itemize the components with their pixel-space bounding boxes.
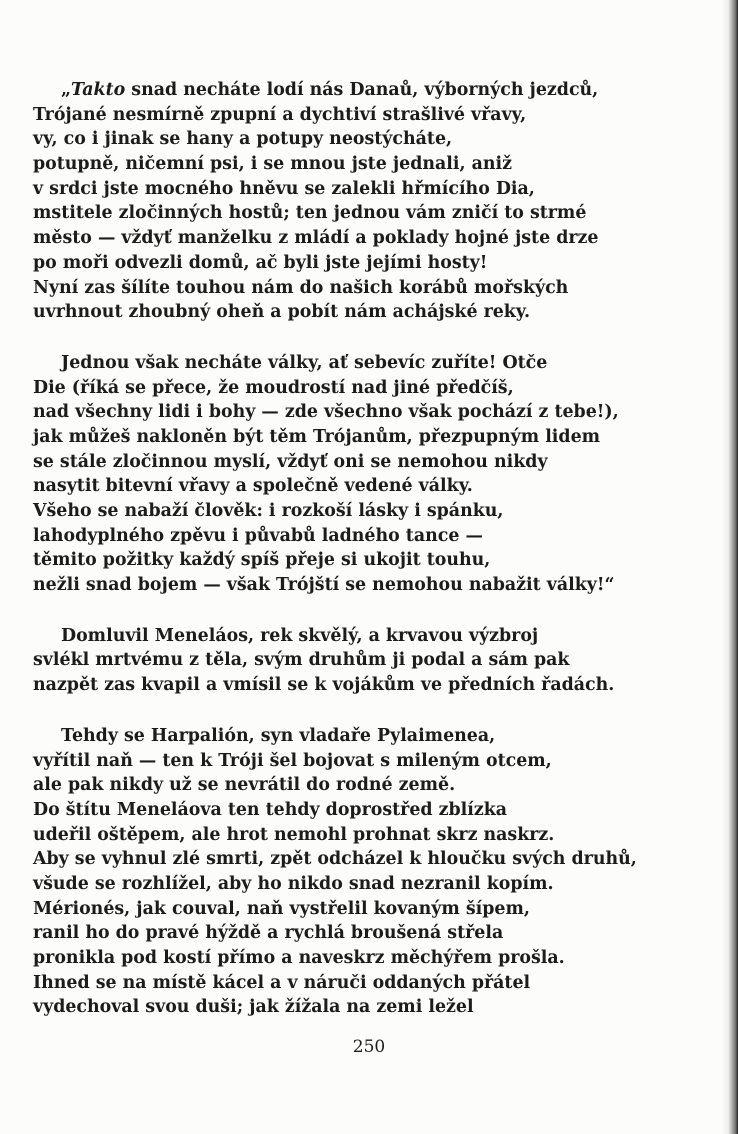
- verse-line: ranil ho do pravé hýždě a rychlá broušená střela: [33, 923, 504, 944]
- verse-line: pronikla pod kostí přímo a naveskrz měchýřem prošla.: [33, 948, 565, 968]
- verse-line: mstitele zločinných hostů; ten jednou vám zničí to strmé: [33, 203, 587, 224]
- verse-line: Ihned se na místě kácel a v náruči oddaných přátel: [33, 972, 531, 993]
- verse-line: nasytit bitevní vřavy a společně vedené války.: [33, 476, 473, 497]
- poem-text: [33, 78, 713, 1046]
- stanza: [33, 624, 713, 698]
- verse-line: jak můžeš nakloněn být těm Trójanům, přezpupným lidem: [33, 426, 601, 447]
- stanza: [33, 351, 713, 598]
- verse-line: po moři odvezli domů, ač byli jste jejími hosty!: [33, 252, 488, 273]
- page-number: 250: [352, 1037, 386, 1057]
- verse-line: všude se rozhlížel, aby ho nikdo snad nezranil kopím.: [33, 873, 554, 894]
- verse-line: vyřítil naň — ten k Tróji šel bojovat s mileným otcem,: [33, 750, 552, 771]
- verse-line: Domluvil Meneláos, rek skvělý, a krvavou výzbroj: [61, 625, 539, 646]
- verse-line: Všeho se nabaží člověk: i rozkoší lásky i spánku,: [33, 501, 504, 521]
- verse-line: Die (říká se přece, že moudrostí nad jiné předčíš,: [33, 377, 514, 398]
- verse-line: Do štítu Meneláova ten tehdy doprostřed zblízka: [33, 799, 508, 820]
- verse-line: potupně, ničemní psi, i se mnou jste jednali, aniž: [33, 154, 512, 175]
- verse-line: těmito požitky každý spíš přeje si ukojit touhu,: [33, 550, 491, 571]
- verse-line: Tehdy se Harpalión, syn vladaře Pylaimenea,: [61, 725, 496, 746]
- verse-line: nad všechny lidi i bohy — zde všechno však pochází z tebe!),: [33, 402, 619, 423]
- verse-line: [33, 78, 713, 103]
- opening-quote: „: [61, 80, 72, 100]
- line-text: snad necháte lodí nás Danaů, výborných jezdců,: [125, 80, 599, 100]
- emphasized-word: Takto: [71, 80, 126, 100]
- verse-line: nazpět zas kvapil a vmísil se k vojákům ve předních řadách.: [33, 675, 615, 696]
- verse-line: ale pak nikdy už se nevrátil do rodné země.: [33, 775, 456, 796]
- stanza: [33, 78, 713, 325]
- verse-line: lahodyplného zpěvu i půvabů ladného tance —: [33, 525, 483, 546]
- verse-line: Nyní zas šílíte touhou nám do našich korábů mořských: [33, 277, 569, 298]
- verse-line: Mérionés, jak couval, naň vystřelil kovaným šípem,: [33, 898, 530, 919]
- verse-line: vy, co i jinak se hany a potupy neostýcháte,: [33, 129, 453, 150]
- verse-line: uvrhnout zhoubný oheň a pobít nám achájské reky.: [33, 302, 531, 323]
- verse-line: nežli snad bojem — však Trójští se nemohou nabažit války!“: [33, 575, 615, 596]
- stanza: [33, 724, 713, 1020]
- verse-line: vydechoval svou duši; jak žížala na zemi ležel: [33, 997, 474, 1018]
- verse-line: v srdci jste mocného hněvu se zalekli hřmícího Dia,: [33, 178, 535, 199]
- verse-line: Trójané nesmírně zpupní a dychtiví strašlivé vřavy,: [33, 104, 527, 125]
- verse-line: Aby se vyhnul zlé smrti, zpět odcházel k hloučku svých druhů,: [33, 849, 637, 870]
- verse-line: se stále zločinnou myslí, vždyť oni se nemohou nikdy: [33, 451, 548, 472]
- verse-line: svlékl mrtvému z těla, svým druhům ji podal a sám pak: [33, 650, 570, 671]
- page-edge-shadow: [722, 0, 738, 1134]
- verse-line: Jednou však necháte války, ať sebevíc zuříte! Otče: [61, 352, 548, 373]
- verse-line: udeřil oštěpem, ale hrot nemohl prohnat skrz naskrz.: [33, 824, 555, 845]
- verse-line: město — vždyť manželku z mládí a poklady hojné jste drze: [33, 228, 599, 249]
